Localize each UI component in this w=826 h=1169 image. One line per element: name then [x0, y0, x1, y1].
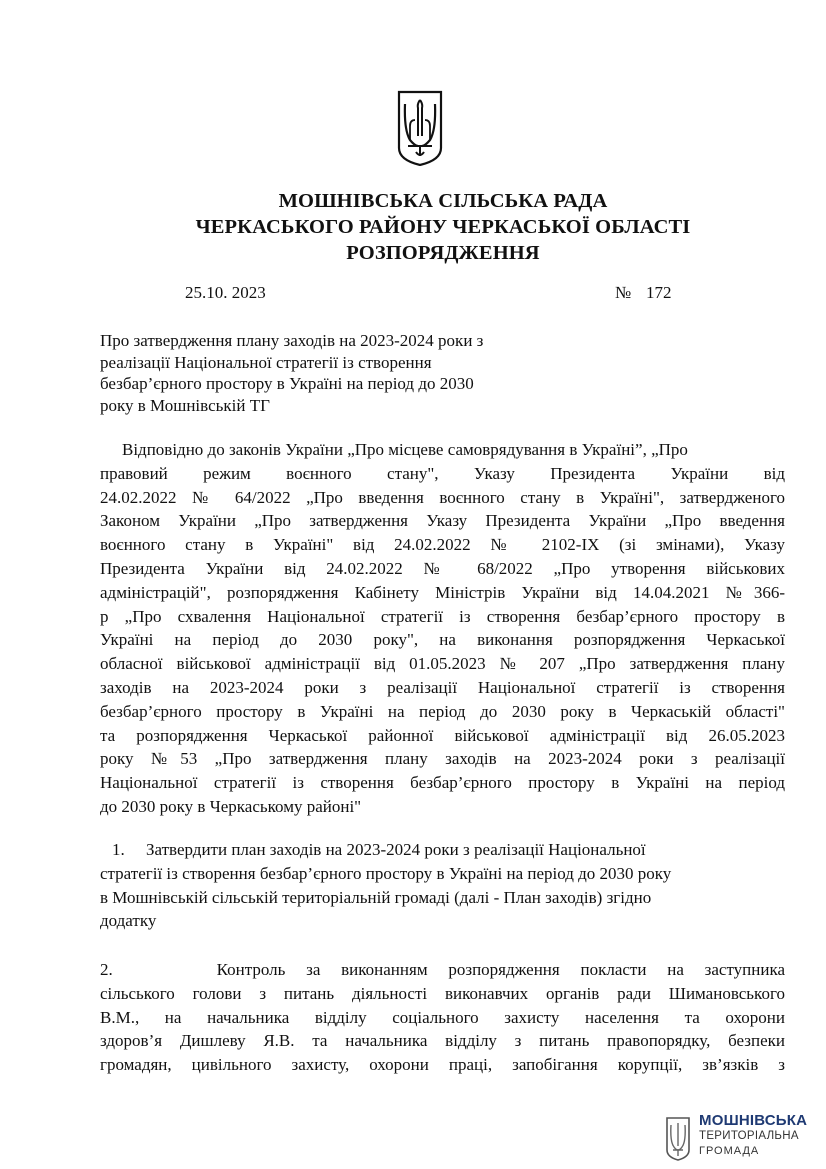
- logo-title: МОШНІВСЬКА: [699, 1112, 808, 1129]
- preamble-line: до 2030 року в Черкаському районі": [100, 796, 362, 816]
- preamble-line: обласної військової адміністрації від 01.05.2023 № 207 „Про затвердження плану: [100, 654, 785, 674]
- subject-line: реалізації Національної стратегії із створення: [100, 352, 432, 372]
- preamble-line: воєнного стану в Україні" від 24.02.2022 № 2102-ІХ (зі змінами), Указу: [100, 535, 785, 555]
- item-2-line: 2. Контроль за виконанням розпорядження покласти на заступника: [100, 960, 785, 979]
- preamble-line: Україні на період до 2030 року", на виконання розпорядження Черкаської: [100, 630, 785, 650]
- item-2-line: здоров’я Дишлеву Я.В. та начальника відділу з питань правопорядку, безпеки: [100, 1031, 785, 1051]
- logo-subtitle: ТЕРИТОРІАЛЬНА: [699, 1130, 799, 1142]
- item-1-line: 1. Затвердити план заходів на 2023-2024 роки з реалізації Національної: [112, 840, 646, 859]
- item-2-line: сільського голови з питань діяльності виконавчих органів ради Шимановського: [100, 983, 785, 1003]
- preamble-line: безбар’єрного простору в Україні на період до 2030 року в Черкаській області": [100, 701, 785, 721]
- item-1-paragraph: [100, 838, 785, 933]
- council-name: МОШНІВСЬКА СІЛЬСЬКА РАДА: [278, 190, 608, 212]
- item-1-line: додатку: [100, 911, 157, 931]
- subject-line: Про затвердження плану заходів на 2023-2024 роки з: [100, 331, 484, 350]
- preamble-line: Президента України від 24.02.2022 № 68/2022 „Про утворення військових: [100, 558, 785, 578]
- document-number: [613, 283, 671, 303]
- trident-logo-icon: [665, 1116, 691, 1162]
- document-header: [0, 188, 826, 266]
- preamble-line: Національної стратегії із створення безбар’єрного простору в Україні на період: [100, 773, 785, 793]
- subject-line: безбар’єрного простору в Україні на період до 2030: [100, 374, 474, 393]
- preamble-line: Законом України „Про затвердження Указу Президента України „Про введення: [100, 511, 785, 531]
- document-type: РОЗПОРЯДЖЕННЯ: [346, 242, 540, 264]
- number-value: 172: [645, 283, 672, 302]
- preamble-line: 24.02.2022 № 64/2022 „Про введення воєнного стану в Україні", затвердженого: [100, 487, 785, 507]
- logo-subtitle-2: ГРОМАДА: [699, 1145, 760, 1157]
- preamble-line: правовий режим воєнного стану", Указу Президента України від: [100, 463, 785, 483]
- subject-line: року в Мошнівській ТГ: [100, 395, 270, 415]
- preamble-line: та розпорядження Черкаської районної військової адміністрації від 26.05.2023: [100, 725, 785, 745]
- number-sign: №: [615, 283, 632, 302]
- preamble-line: заходів на 2023-2024 роки з реалізації Національної стратегії із створення: [100, 677, 785, 697]
- preamble-line: адміністрацій", розпорядження Кабінету Міністрів України від 14.04.2021 №366-: [100, 582, 785, 602]
- community-logo: [665, 1112, 810, 1162]
- district-name: ЧЕРКАСЬКОГО РАЙОНУ ЧЕРКАСЬКОЇ ОБЛАСТІ: [195, 216, 691, 238]
- document-date: 25.10. 2023: [185, 283, 266, 302]
- item-1-line: в Мошнівській сільській територіальній громаді (далі - План заходів) згідно: [100, 887, 652, 907]
- preamble-line: р „Про схвалення Національної стратегії із створення безбар’єрного простору в: [100, 606, 785, 626]
- item-2-line: громадян, цивільного захисту, охорони праці, запобігання корупції, зв’язків з: [100, 1055, 785, 1075]
- preamble-line: Відповідно до законів України „Про місцеве самоврядування в Україні”, „Про: [122, 440, 688, 459]
- trident-emblem-icon: [396, 90, 444, 166]
- preamble-paragraph: [100, 438, 785, 819]
- document-subject: [100, 330, 560, 416]
- preamble-line: року №53 „Про затвердження плану заходів на 2023-2024 роки з реалізації: [100, 749, 785, 769]
- item-1-line: стратегії із створення безбар’єрного простору в Україні на період до 2030 року: [100, 863, 672, 883]
- item-2-line: В.М., на начальника відділу соціального захисту населення та охорони: [100, 1007, 785, 1027]
- item-2-paragraph: [100, 958, 785, 1077]
